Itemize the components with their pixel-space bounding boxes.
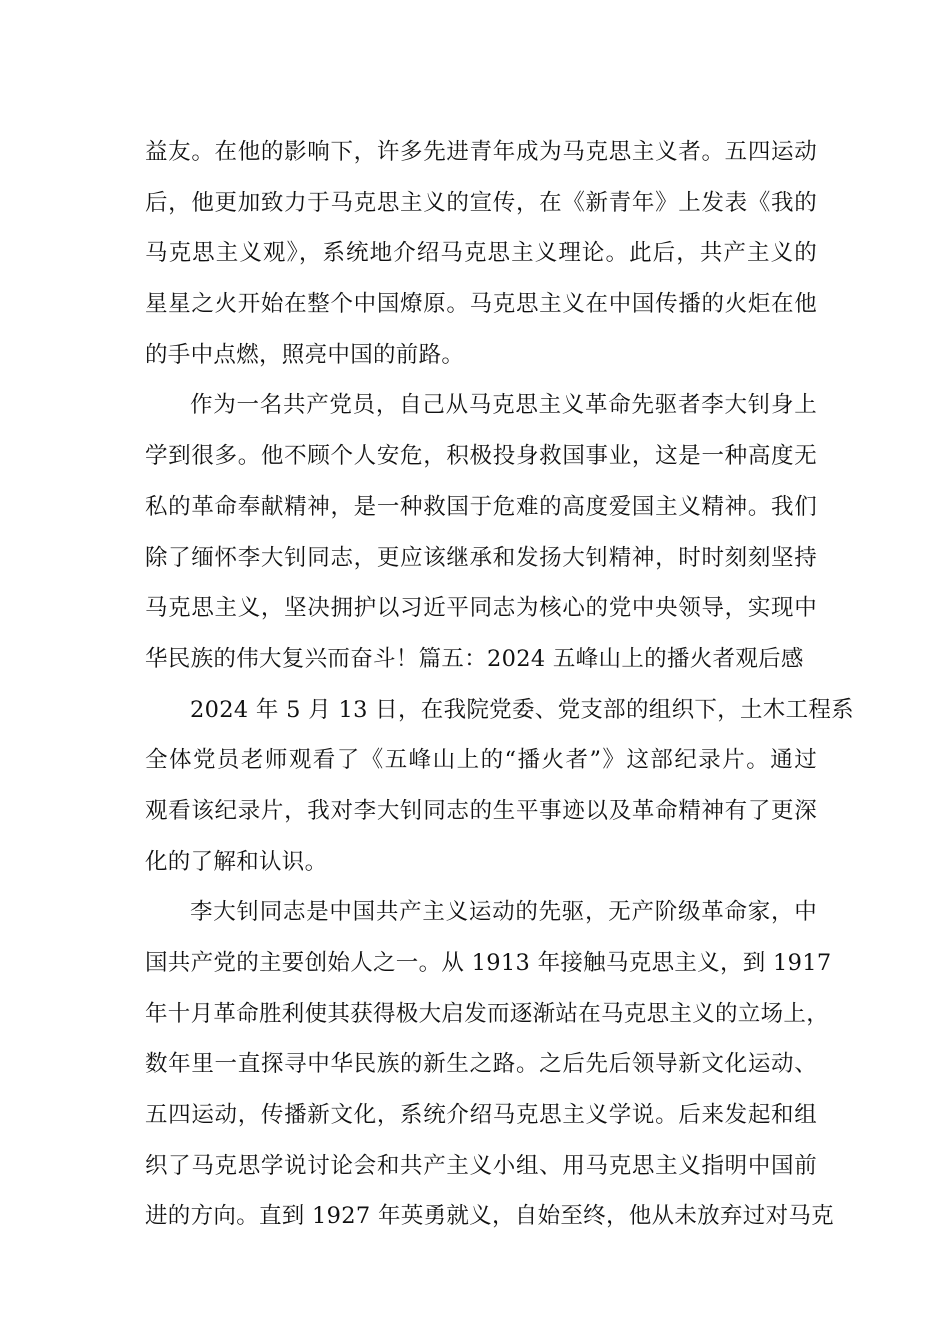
text-line: 马克思主义观》，系统地介绍马克思主义理论。此后，共产主义的 (145, 240, 817, 267)
text-line: 织了马克思学说讨论会和共产主义小组、用马克思主义指明中国前 (145, 1152, 817, 1179)
text-line: 年十月革命胜利使其获得极大启发而逐渐站在马克思主义的立场上， (145, 1000, 830, 1027)
text-line: 马克思主义，坚决拥护以习近平同志为核心的党中央领导，实现中 (145, 595, 817, 622)
text-line: 进的方向。直到 1927 年英勇就义，自始至终，他从未放弃过对马克 (145, 1203, 834, 1230)
text-line: 学到很多。他不顾个人安危，积极投身救国事业，这是一种高度无 (145, 443, 817, 470)
text-line: 数年里一直探寻中华民族的新生之路。之后先后领导新文化运动、 (145, 1051, 817, 1078)
text-line: 的手中点燃，照亮中国的前路。 (145, 341, 465, 368)
text-line: 化的了解和认识。 (145, 848, 328, 875)
text-line: 2024 年 5 月 13 日，在我院党委、党支部的组织下，土木工程系 (190, 696, 854, 723)
document-body (145, 127, 854, 1242)
text-line: 五四运动，传播新文化，系统介绍马克思主义学说。后来发起和组 (145, 1102, 817, 1129)
text-line: 李大钊同志是中国共产主义运动的先驱，无产阶级革命家，中 (190, 899, 817, 926)
text-line: 国共产党的主要创始人之一。从 1913 年接触马克思主义，到 1917 (145, 950, 832, 976)
text-line: 星星之火开始在整个中国燎原。马克思主义在中国传播的火炬在他 (145, 291, 817, 318)
text-line: 后，他更加致力于马克思主义的宣传，在《新青年》上发表《我的 (145, 189, 817, 216)
text-line: 私的革命奉献精神，是一种救国于危难的高度爱国主义精神。我们 (145, 493, 817, 520)
text-line: 华民族的伟大复兴而奋斗！篇五：2024 五峰山上的播火者观后感 (145, 645, 804, 672)
text-line: 除了缅怀李大钊同志，更应该继承和发扬大钊精神，时时刻刻坚持 (145, 544, 817, 571)
text-line: 益友。在他的影响下，许多先进青年成为马克思主义者。五四运动 (145, 139, 817, 165)
text-line: 观看该纪录片，我对李大钊同志的生平事迹以及革命精神有了更深 (145, 797, 817, 824)
text-line: 作为一名共产党员，自己从马克思主义革命先驱者李大钊身上 (190, 392, 817, 419)
text-line: 全体党员老师观看了《五峰山上的“播火者”》这部纪录片。通过 (145, 747, 817, 774)
